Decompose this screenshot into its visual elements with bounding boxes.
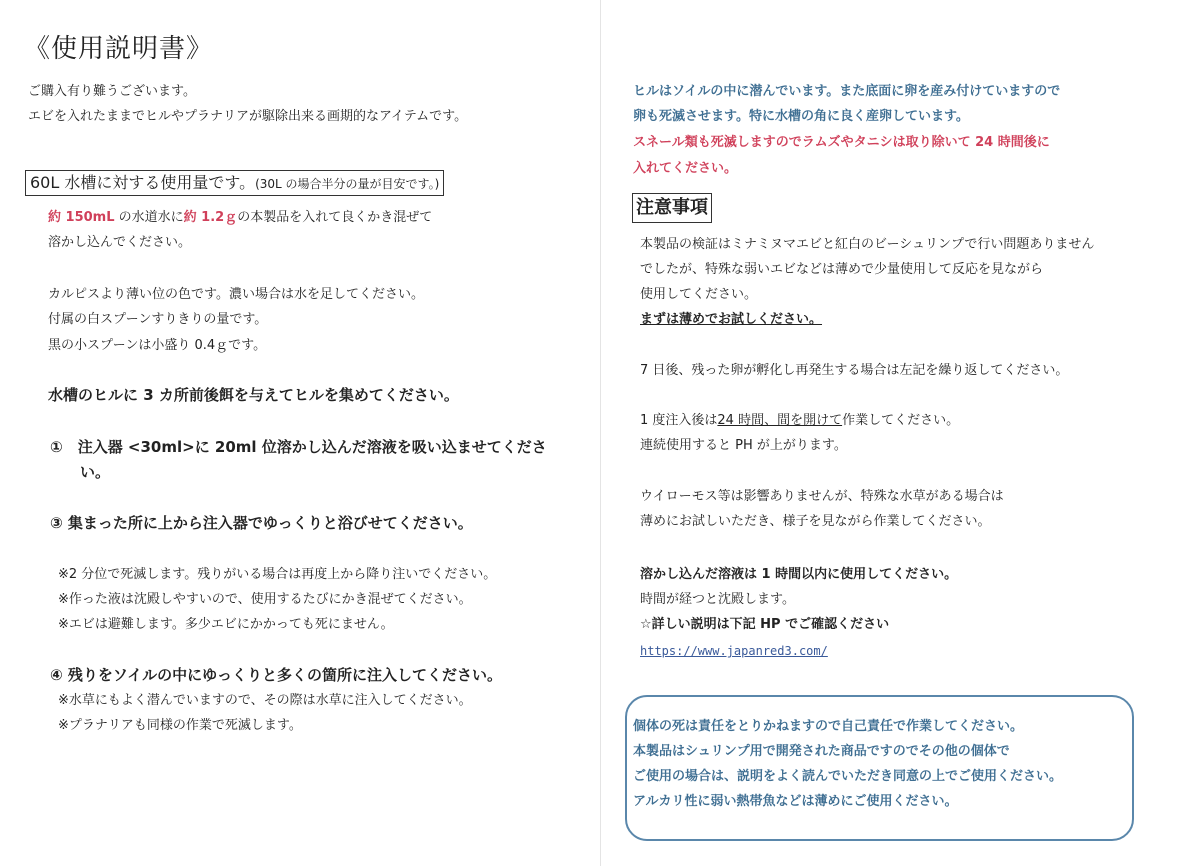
notice-interval-c: 作業してください。 [842, 413, 960, 428]
usage-header [25, 170, 444, 196]
notice-moss-line-2: 薄めにお試しいただき、様子を見ながら作業してください。 [640, 514, 991, 529]
notice-heading: 注意事項 [632, 193, 712, 223]
step-1-line-2: い。 [80, 463, 111, 481]
document-title: 《使用説明書》 [24, 34, 214, 64]
notice-p1-line-1: 本製品の検証はミナミヌマエビと紅白のビーシュリンプで行い問題ありません [640, 237, 1095, 252]
notice-details: ☆詳しい説明は下記 HP でご確認ください [640, 617, 890, 632]
dosage-line-2: 溶かし込んでください。 [48, 235, 192, 250]
page-fold [600, 0, 601, 866]
disclaimer-line-2: 本製品はシュリンプ用で開発された商品ですのでその他の個体で [633, 744, 1010, 759]
leech-info-line-1: ヒルはソイルの中に潜んでいます。また底面に卵を産み付けていますので [633, 84, 1061, 99]
notice-7-days: 7 日後、残った卵が孵化し再発生する場合は左記を繰り返してください。 [640, 363, 1069, 378]
step-3: ③ 集まった所に上から注入器でゆっくりと浴びせてください。 [50, 514, 473, 532]
color-note-1: カルピスより薄い位の色です。濃い場合は水を足してください。 [48, 287, 424, 302]
dosage-line-1 [48, 209, 432, 227]
snail-warning-line-2: 入れてください。 [633, 161, 738, 176]
notice-ph: 連続使用すると PH が上がります。 [640, 438, 847, 453]
disclaimer-line-3: ご使用の場合は、説明をよく読んでいただき同意の上でご使用ください。 [633, 769, 1063, 784]
notice-interval-b: 24 時間、間を開けて [717, 413, 843, 428]
disclaimer-line-4: アルカリ性に弱い熱帯魚などは薄めにご使用ください。 [633, 794, 958, 809]
step-1-line-1: ① 注入器 <30ml>に 20ml 位溶かし込んだ溶液を吸い込ませてくださ [50, 438, 547, 456]
homepage-link[interactable]: https://www.japanred3.com/ [640, 644, 828, 658]
intro-line-1: ご購入有り難うございます。 [28, 84, 196, 99]
bait-instruction: 水槽のヒルに 3 カ所前後餌を与えてヒルを集めてください。 [48, 386, 459, 404]
notice-interval-a: 1 度注入後は [640, 413, 718, 428]
notice-p1-line-2: でしたが、特殊な弱いエビなどは薄めで少量使用して反応を見ながら [640, 262, 1044, 277]
color-note-3: 黒の小スプーンは小盛り 0.4ｇです。 [48, 338, 267, 353]
step-3-note-2: ※作った液は沈殿しやすいので、使用するたびにかき混ぜてください。 [58, 592, 472, 607]
notice-interval [640, 412, 959, 430]
step-4: ④ 残りをソイルの中にゆっくりと多くの箇所に注入してください。 [50, 666, 503, 684]
step-4-note-2: ※プラナリアも同様の作業で死滅します。 [58, 718, 302, 733]
usage-header-main: 60L 水槽に対する使用量です。 [30, 173, 256, 192]
notice-settle: 時間が経つと沈殿します。 [640, 592, 795, 607]
notice-moss-line-1: ウイローモス等は影響ありませんが、特殊な水草がある場合は [640, 489, 1004, 504]
disclaimer-line-1: 個体の死は責任をとりかねますので自己責任で作業してください。 [633, 719, 1024, 734]
dosage-volume: 約 150mL [48, 210, 115, 225]
step-3-note-1: ※2 分位で死滅します。残りがいる場合は再度上から降り注いでください。 [58, 567, 497, 582]
color-note-2: 付属の白スプーンすりきりの量です。 [48, 312, 268, 327]
step-3-note-3: ※エビは避難します。多少エビにかかっても死にません。 [58, 617, 394, 632]
notice-try-thin: まずは薄めでお試しください。 [640, 312, 823, 327]
step-4-note-1: ※水草にもよく潜んでいますので、その際は水草に注入してください。 [58, 693, 472, 708]
dosage-text-b: の本製品を入れて良くかき混ぜて [237, 210, 433, 225]
snail-warning-line-1: スネール類も死滅しますのでラムズやタニシは取り除いて 24 時間後に [633, 135, 1050, 150]
dosage-text-a: の水道水に [114, 210, 184, 225]
intro-line-2: エビを入れたままでヒルやプラナリアが駆除出来る画期的なアイテムです。 [28, 109, 468, 124]
leech-info-line-2: 卵も死滅させます。特に水槽の角に良く産卵しています。 [633, 109, 969, 124]
notice-use-within-hour: 溶かし込んだ溶液は 1 時間以内に使用してください。 [640, 567, 958, 582]
notice-p1-line-3: 使用してください。 [640, 287, 758, 302]
usage-header-note: (30L の場合半分の量が目安です。) [255, 177, 440, 191]
dosage-weight: 約 1.2ｇ [183, 210, 238, 225]
